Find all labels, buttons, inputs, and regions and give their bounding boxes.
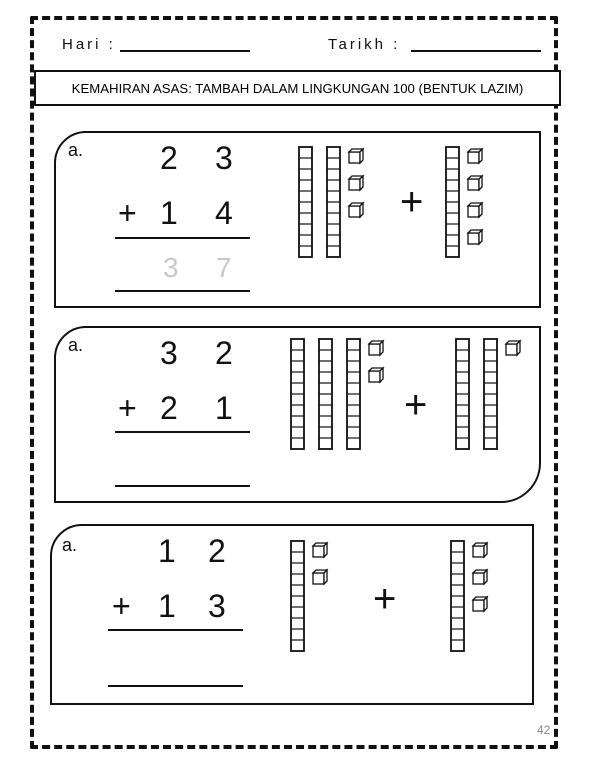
unit-cube-icon [313,570,327,584]
unit-cube-icon [369,368,383,382]
operator: + [118,195,137,231]
blocks-plus-sign: + [400,180,424,224]
top-ones-digit: 2 [208,533,226,569]
top-ones-digit: 2 [215,335,233,371]
ten-rod-icon [319,339,332,449]
worksheet-title: KEMAHIRAN ASAS: TAMBAH DALAM LINGKUNGAN 100 (BENTUK LAZIM) [34,70,561,106]
unit-cube-icon [473,543,487,557]
answer-tens-digit[interactable]: 3 [163,252,179,283]
tarikh-label: Tarikh : [328,36,401,53]
operator: + [118,390,137,426]
top-tens-digit: 2 [160,140,178,176]
blocks-plus-sign: + [373,577,397,621]
base-ten-blocks-right [455,338,535,458]
base-ten-blocks-left [298,146,378,266]
unit-cube-icon [468,149,482,163]
top-tens-digit: 3 [160,335,178,371]
bottom-tens-digit: 2 [160,390,178,426]
unit-cube-icon [468,230,482,244]
ten-rod-icon [291,541,304,651]
top-tens-digit: 1 [158,533,176,569]
page-number: 42 [537,723,551,737]
base-ten-blocks-left [290,338,400,458]
bottom-tens-digit: 1 [158,588,176,624]
ten-rod-icon [347,339,360,449]
problem-tag: a. [68,335,84,355]
unit-cube-icon [349,149,363,163]
bottom-ones-digit: 1 [215,390,233,426]
ten-rod-icon [456,339,469,449]
answer-line[interactable] [108,685,243,687]
unit-cube-icon [349,203,363,217]
answer-ones-digit[interactable]: 7 [216,252,232,283]
answer-line [115,290,250,292]
bottom-ones-digit: 3 [208,588,226,624]
bottom-tens-digit: 1 [160,195,178,231]
base-ten-blocks-right [450,540,530,660]
ten-rod-icon [484,339,497,449]
unit-cube-icon [506,341,520,355]
hari-label: Hari : [62,36,116,53]
ten-rod-icon [446,147,459,257]
ten-rod-icon [291,339,304,449]
hari-input-line[interactable] [120,50,250,52]
problem-tag: a. [62,535,78,555]
sum-line [108,629,243,631]
ten-rod-icon [299,147,312,257]
unit-cube-icon [369,341,383,355]
unit-cube-icon [468,176,482,190]
unit-cube-icon [473,570,487,584]
tarikh-input-line[interactable] [411,50,541,52]
operator: + [112,588,131,624]
unit-cube-icon [349,176,363,190]
base-ten-blocks-left [290,540,370,660]
unit-cube-icon [313,543,327,557]
sum-line [115,237,250,239]
bottom-ones-digit: 4 [215,195,233,231]
answer-line[interactable] [115,485,250,487]
unit-cube-icon [473,597,487,611]
unit-cube-icon [468,203,482,217]
ten-rod-icon [451,541,464,651]
sum-line [115,431,250,433]
ten-rod-icon [327,147,340,257]
problem-tag: a. [68,140,84,160]
blocks-plus-sign: + [404,383,428,427]
base-ten-blocks-right [445,146,525,266]
top-ones-digit: 3 [215,140,233,176]
